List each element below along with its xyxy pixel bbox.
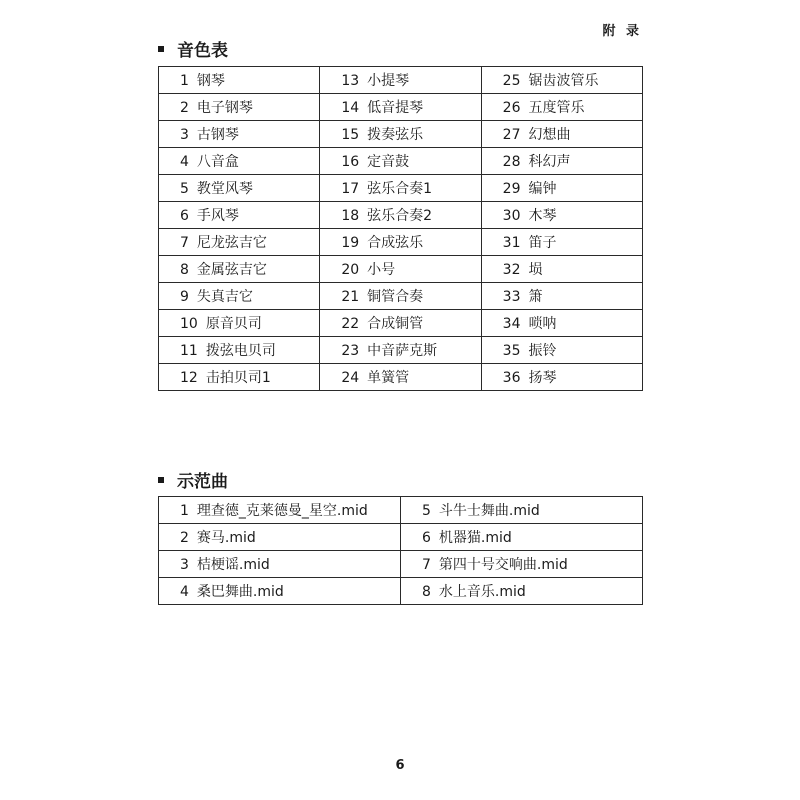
table-cell — [481, 67, 642, 94]
voice-row — [159, 337, 643, 364]
item-name: 振铃 — [528, 343, 557, 359]
table-cell — [159, 551, 401, 578]
table-cell — [481, 364, 642, 391]
item-number: 17 — [341, 181, 360, 197]
item-number: 4 — [180, 154, 189, 170]
item-name: 合成弦乐 — [367, 235, 424, 251]
item-name: 赛马.mid — [196, 530, 256, 546]
item-name: 编钟 — [528, 181, 557, 197]
item-name: 定音鼓 — [367, 154, 410, 170]
table-cell — [159, 202, 320, 229]
table-cell — [481, 256, 642, 283]
item-number: 11 — [180, 343, 198, 359]
item-name: 金属弦吉它 — [196, 262, 267, 278]
item-number: 3 — [180, 127, 189, 143]
item-number: 22 — [341, 316, 360, 332]
square-bullet-icon — [158, 46, 164, 52]
item-number: 20 — [341, 262, 360, 278]
item-number: 30 — [502, 208, 521, 224]
item-number: 1 — [180, 73, 189, 89]
table-cell — [320, 121, 481, 148]
table-cell — [320, 202, 481, 229]
voice-row — [159, 364, 643, 391]
item-number: 5 — [180, 181, 189, 197]
item-name: 锯齿波管乐 — [528, 73, 599, 89]
item-number: 15 — [341, 127, 360, 143]
item-name: 理查德_克莱德曼_星空.mid — [196, 503, 368, 519]
item-number: 5 — [422, 503, 431, 519]
item-number: 4 — [180, 584, 189, 600]
demo-row — [159, 578, 643, 605]
item-number: 7 — [180, 235, 189, 251]
item-name: 小号 — [367, 262, 396, 278]
table-cell — [481, 121, 642, 148]
item-name: 中音萨克斯 — [367, 343, 438, 359]
voice-row — [159, 310, 643, 337]
table-cell — [401, 578, 643, 605]
voice-row — [159, 229, 643, 256]
table-cell — [159, 310, 320, 337]
item-number: 10 — [180, 316, 198, 332]
appendix-header: 附 录 — [602, 24, 642, 39]
square-bullet-icon — [158, 477, 164, 483]
item-name: 箫 — [528, 289, 543, 305]
voice-row — [159, 256, 643, 283]
item-name: 木琴 — [528, 208, 557, 224]
item-number: 13 — [341, 73, 360, 89]
item-number: 2 — [180, 100, 189, 116]
item-number: 16 — [341, 154, 360, 170]
item-number: 18 — [341, 208, 360, 224]
item-number: 21 — [341, 289, 360, 305]
table-cell — [159, 67, 320, 94]
item-name: 单簧管 — [367, 370, 410, 386]
item-name: 拨弦电贝司 — [205, 343, 276, 359]
item-number: 23 — [341, 343, 360, 359]
item-name: 五度管乐 — [528, 100, 585, 116]
item-number: 33 — [502, 289, 521, 305]
page-number: 6 — [395, 758, 405, 773]
item-number: 1 — [180, 503, 189, 519]
item-name: 埙 — [528, 262, 543, 278]
table-cell — [159, 121, 320, 148]
item-name: 古钢琴 — [196, 127, 239, 143]
item-number: 6 — [422, 530, 431, 546]
item-name: 教堂风琴 — [196, 181, 253, 197]
table-cell — [320, 175, 481, 202]
table-cell — [481, 229, 642, 256]
item-name: 唢呐 — [528, 316, 557, 332]
voice-row — [159, 67, 643, 94]
item-name: 击拍贝司1 — [205, 370, 271, 386]
table-cell — [481, 310, 642, 337]
voice-row — [159, 175, 643, 202]
voice-table — [158, 66, 643, 391]
item-name: 水上音乐.mid — [438, 584, 526, 600]
item-name: 桑巴舞曲.mid — [196, 584, 284, 600]
table-cell — [159, 175, 320, 202]
table-cell — [159, 524, 401, 551]
item-number: 36 — [502, 370, 521, 386]
item-number: 27 — [502, 127, 521, 143]
item-name: 钢琴 — [196, 73, 225, 89]
item-number: 24 — [341, 370, 360, 386]
table-cell — [481, 283, 642, 310]
table-cell — [159, 256, 320, 283]
table-cell — [159, 578, 401, 605]
demo-row — [159, 497, 643, 524]
item-name: 弦乐合奏2 — [367, 208, 433, 224]
table-cell — [320, 283, 481, 310]
demo-row — [159, 524, 643, 551]
table-cell — [320, 94, 481, 121]
item-name: 小提琴 — [367, 73, 410, 89]
item-number: 31 — [502, 235, 521, 251]
table-cell — [481, 202, 642, 229]
voice-row — [159, 148, 643, 175]
demo-section-title — [158, 467, 228, 492]
item-number: 19 — [341, 235, 360, 251]
item-name: 弦乐合奏1 — [367, 181, 433, 197]
table-cell — [320, 256, 481, 283]
item-name: 第四十号交响曲.mid — [438, 557, 568, 573]
item-number: 26 — [502, 100, 521, 116]
item-number: 34 — [502, 316, 521, 332]
item-name: 合成铜管 — [367, 316, 424, 332]
item-number: 14 — [341, 100, 360, 116]
item-number: 3 — [180, 557, 189, 573]
item-name: 科幻声 — [528, 154, 571, 170]
table-cell — [481, 94, 642, 121]
item-number: 29 — [502, 181, 521, 197]
voice-section-title-text: 音色表 — [177, 41, 228, 61]
item-name: 拨奏弦乐 — [367, 127, 424, 143]
table-cell — [159, 283, 320, 310]
table-cell — [159, 497, 401, 524]
table-cell — [320, 337, 481, 364]
item-name: 尼龙弦吉它 — [196, 235, 267, 251]
item-name: 失真吉它 — [196, 289, 253, 305]
table-cell — [320, 148, 481, 175]
table-cell — [320, 310, 481, 337]
table-cell — [159, 337, 320, 364]
item-name: 低音提琴 — [367, 100, 424, 116]
table-cell — [401, 551, 643, 578]
item-name: 斗牛士舞曲.mid — [438, 503, 540, 519]
item-number: 6 — [180, 208, 189, 224]
item-number: 28 — [502, 154, 521, 170]
voice-row — [159, 94, 643, 121]
table-cell — [159, 364, 320, 391]
voice-section-title — [158, 36, 228, 61]
voice-row — [159, 202, 643, 229]
item-number: 12 — [180, 370, 198, 386]
item-name: 八音盒 — [196, 154, 239, 170]
item-name: 电子钢琴 — [196, 100, 253, 116]
voice-row — [159, 121, 643, 148]
item-name: 铜管合奏 — [367, 289, 424, 305]
item-name: 幻想曲 — [528, 127, 571, 143]
table-cell — [481, 175, 642, 202]
item-name: 手风琴 — [196, 208, 239, 224]
item-name: 原音贝司 — [205, 316, 262, 332]
demo-row — [159, 551, 643, 578]
table-cell — [320, 364, 481, 391]
table-cell — [159, 148, 320, 175]
item-number: 7 — [422, 557, 431, 573]
table-cell — [401, 497, 643, 524]
table-cell — [159, 229, 320, 256]
item-name: 机器猫.mid — [438, 530, 512, 546]
item-number: 8 — [180, 262, 189, 278]
demo-table — [158, 496, 643, 605]
item-name: 桔梗谣.mid — [196, 557, 270, 573]
table-cell — [481, 148, 642, 175]
demo-section-title-text: 示范曲 — [177, 472, 228, 492]
item-name: 笛子 — [528, 235, 557, 251]
item-name: 扬琴 — [528, 370, 557, 386]
voice-row — [159, 283, 643, 310]
item-number: 8 — [422, 584, 431, 600]
item-number: 2 — [180, 530, 189, 546]
item-number: 35 — [502, 343, 521, 359]
item-number: 32 — [502, 262, 521, 278]
table-cell — [320, 67, 481, 94]
table-cell — [401, 524, 643, 551]
table-cell — [159, 94, 320, 121]
item-number: 9 — [180, 289, 189, 305]
table-cell — [481, 337, 642, 364]
table-cell — [320, 229, 481, 256]
item-number: 25 — [502, 73, 521, 89]
